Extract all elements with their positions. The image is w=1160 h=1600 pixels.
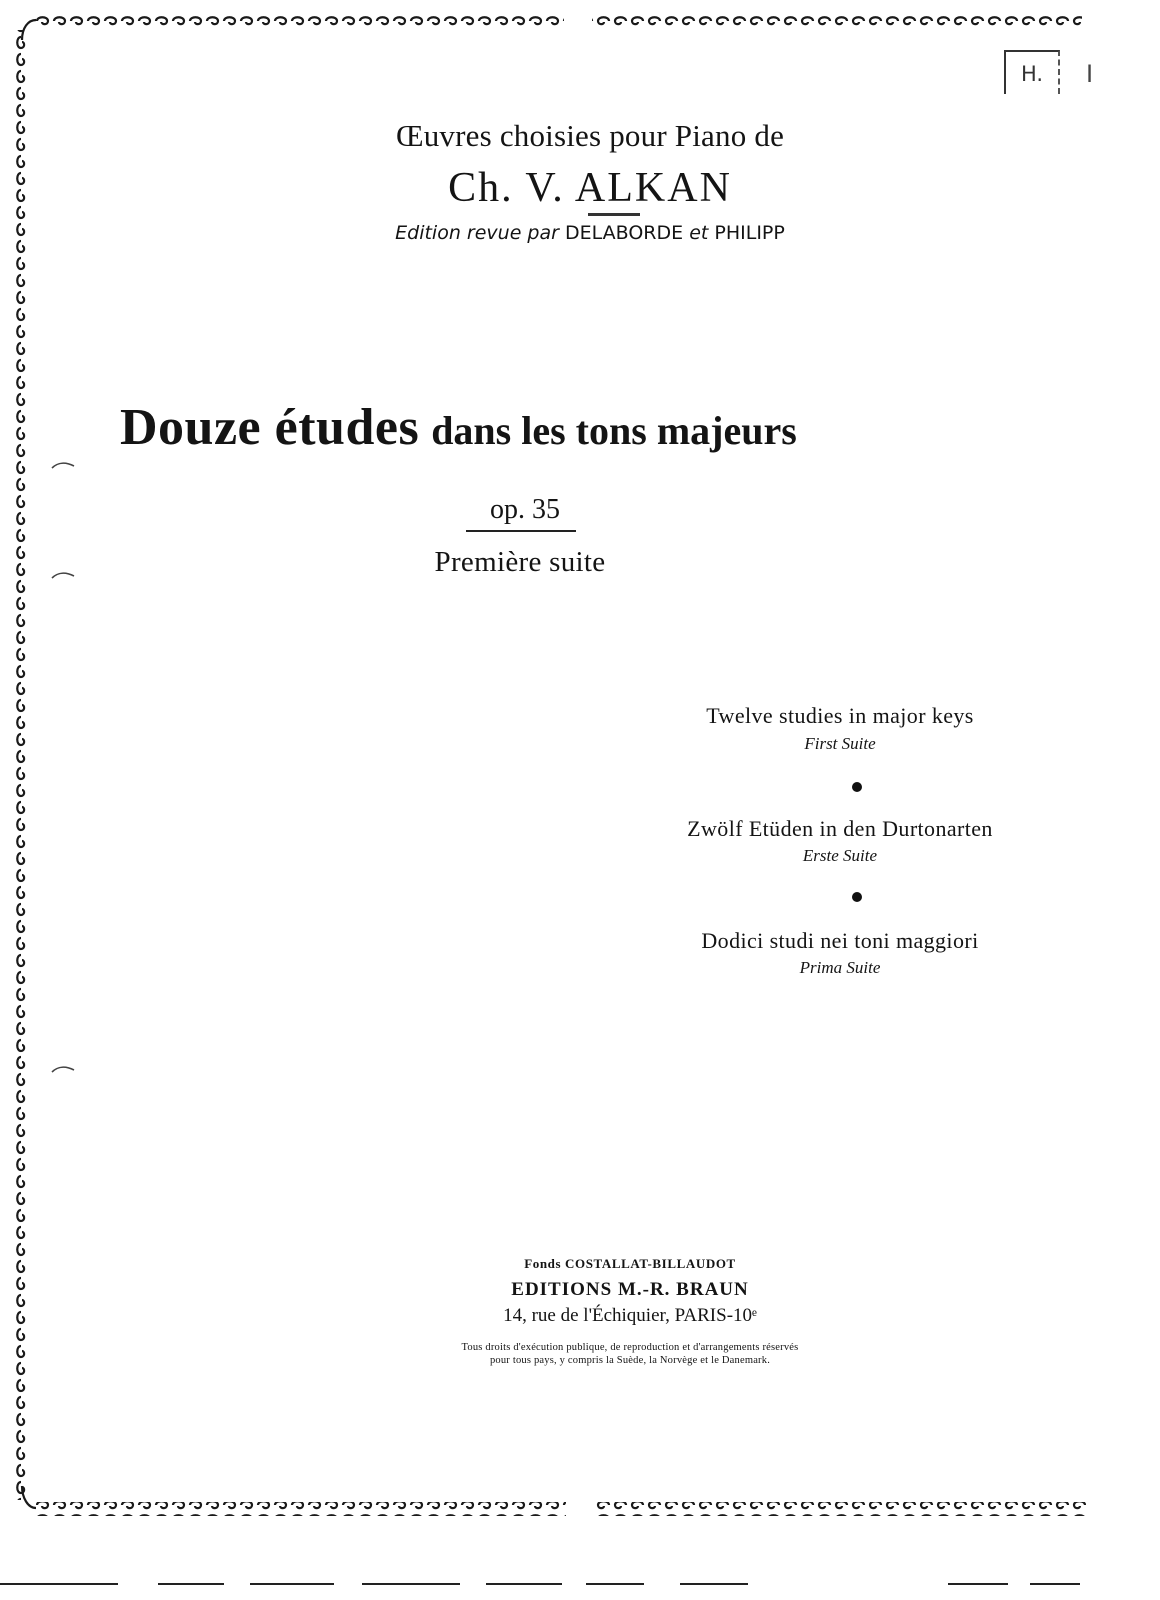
border-bottom-left: [36, 1502, 566, 1516]
suite-title: Première suite: [434, 546, 606, 578]
translation-english-title: Twelve studies in major keys: [706, 703, 974, 728]
main-title-secondary: dans les tons majeurs: [431, 408, 797, 453]
translation-german-subtitle: Erste Suite: [802, 846, 878, 865]
scan-footer-line: [250, 1583, 334, 1585]
translation-german-title: Zwölf Etüden in den Durtonarten: [687, 816, 993, 841]
scan-footer-line: [158, 1583, 224, 1585]
main-title: [120, 398, 797, 457]
scan-footer-line: [680, 1583, 748, 1585]
publisher-address: 14, rue de l'Échiquier, PARIS-10ᵉ: [503, 1305, 757, 1326]
edition-editors: [330, 222, 850, 244]
scan-footer-line: [586, 1583, 644, 1585]
stamp-mark: I: [1086, 60, 1094, 88]
editor-philipp: PHILIPP: [714, 222, 785, 244]
handwritten-underline: [588, 213, 640, 216]
rights-notice: [300, 1341, 960, 1367]
scan-footer-line: [486, 1583, 562, 1585]
scan-footer-line: [948, 1583, 1008, 1585]
editor-delaborde: DELABORDE: [565, 222, 684, 244]
separator-dot: [852, 782, 862, 792]
series-title: Œuvres choisies pour Piano de: [395, 118, 785, 153]
separator-dot: [852, 892, 862, 902]
catalogue-stamp: H.: [1004, 50, 1060, 94]
border-left: [16, 30, 30, 1500]
scan-footer-line: [362, 1583, 460, 1585]
rights-line-2: pour tous pays, y compris la Suède, la Norvège et le Danemark.: [489, 1355, 771, 1366]
border-top-left: [34, 16, 564, 30]
edition-label: Edition revue par: [395, 222, 559, 244]
scan-footer-line: [0, 1583, 118, 1585]
opus-number: op. 35: [490, 494, 560, 525]
translation-english-subtitle: First Suite: [804, 734, 876, 753]
translation-italian-title: Dodici studi nei toni maggiori: [701, 928, 979, 953]
publisher-fonds: Fonds COSTALLAT-BILLAUDOT: [524, 1256, 736, 1271]
main-title-primary: Douze études: [120, 399, 420, 456]
composer-name: Ch. V. ALKAN: [448, 165, 732, 211]
border-bottom-right: [596, 1502, 1086, 1516]
rights-line-1: Tous droits d'exécution publique, de reproduction et d'arrangements réservés: [461, 1342, 799, 1353]
scan-footer-line: [1030, 1583, 1080, 1585]
editor-joiner: et: [689, 222, 709, 244]
publisher-name: EDITIONS M.-R. BRAUN: [511, 1279, 749, 1300]
opus-underline: [466, 530, 576, 532]
border-top-right: [592, 16, 1082, 30]
translation-italian-subtitle: Prima Suite: [799, 958, 881, 977]
